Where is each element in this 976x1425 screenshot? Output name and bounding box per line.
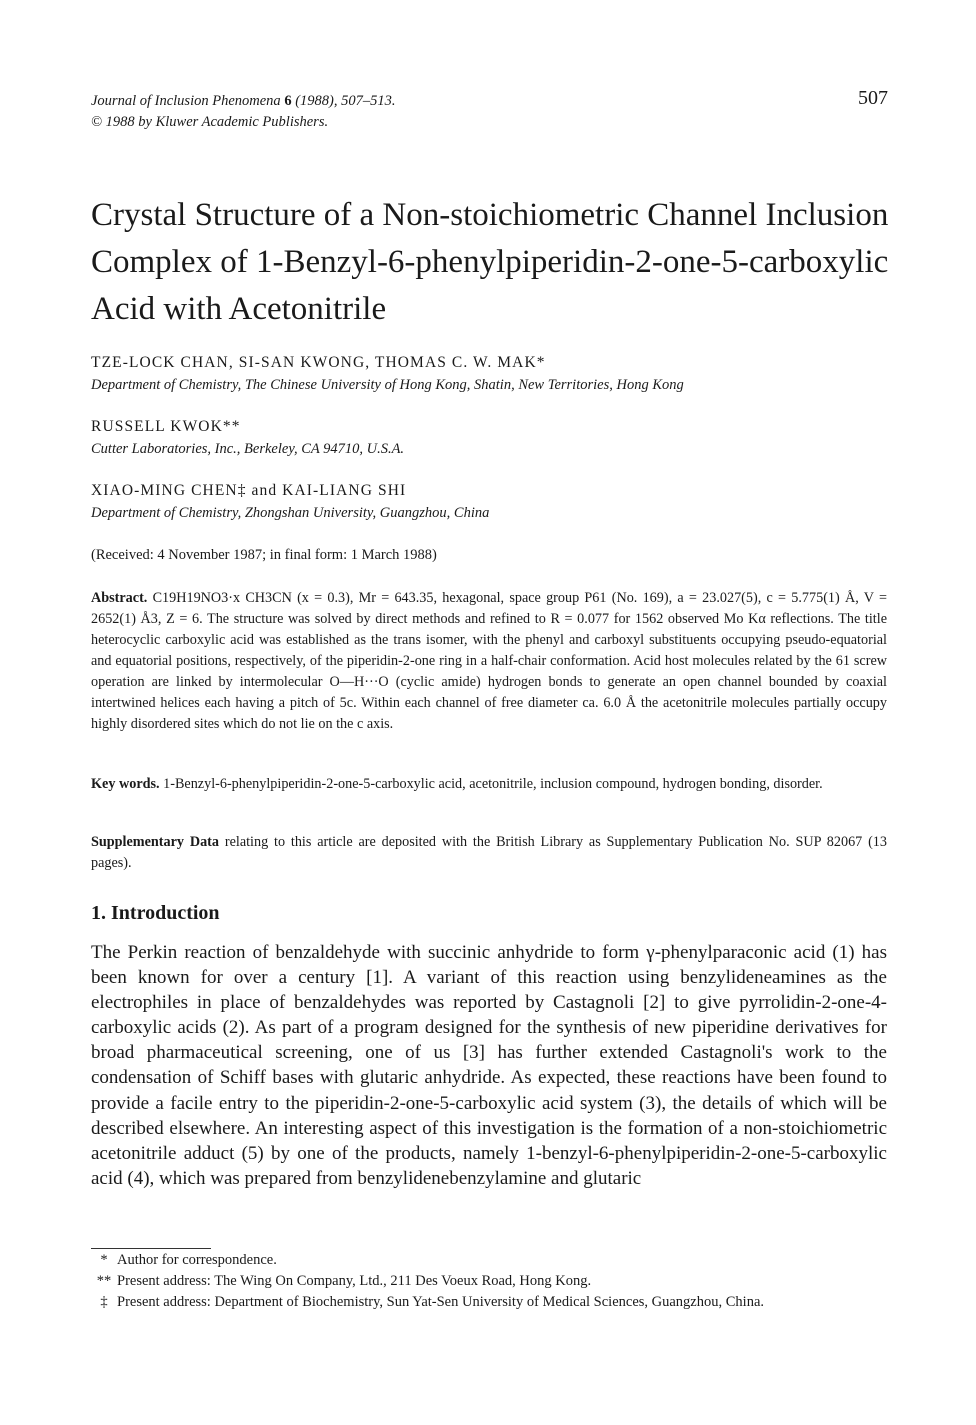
- abstract-text: C19H19NO3·x CH3CN (x = 0.3), Mr = 643.35, hexagonal, space group P61 (No. 169), a = 23.027(5), c = 5.775(1) Å, V = 2652(1) Å3, Z = 6. The structure was solved by direct methods and refined to R = 0.077 for 1562 observed Mo Kα reflections. The title heterocyclic carboxylic acid was established as the trans isomer, with the phenyl and carboxyl substituents occupying pseudo-equatorial and equatorial positions, respectively, of the piperidin-2-one ring in a half-chair conformation. Acid host molecules related by the 61 screw operation are linked by intermolecular O—H···O (cyclic amide) hydrogen bonds to generate an open channel bounded by coaxial intertwined helices each having a pitch of 5c. Within each channel of free diameter ca. 6.0 Å the acetonitrile molecules partially occupy highly disordered sites which do not lie on the c axis.: [91, 590, 888, 732]
- copyright-line: © 1988 by Kluwer Academic Publishers.: [91, 114, 329, 130]
- footnote: [91, 1271, 887, 1292]
- journal-citation: [91, 91, 395, 133]
- journal-name: Journal of Inclusion Phenomena: [91, 93, 281, 109]
- footnote-mark: *: [100, 1252, 108, 1268]
- page-number: 507: [858, 87, 888, 109]
- author-affiliation-2: Cutter Laboratories, Inc., Berkeley, CA 94710, U.S.A.: [91, 441, 405, 457]
- footnote-text: Present address: The Wing On Company, Ltd., 211 Des Voeux Road, Hong Kong.: [117, 1273, 592, 1289]
- journal-year-pages: (1988), 507–513.: [295, 93, 396, 109]
- footnotes: [91, 1250, 887, 1313]
- author-affiliation-3: Department of Chemistry, Zhongshan University, Guangzhou, China: [91, 505, 490, 521]
- supplementary-label: Supplementary Data: [91, 834, 220, 850]
- footnote-mark: **: [96, 1273, 112, 1289]
- footnote-mark: ‡: [100, 1294, 108, 1310]
- body-paragraph: The Perkin reaction of benzaldehyde with succinic anhydride to form γ-phenylparaconic acid (1) has been known for over a century [1]. A variant of this reaction using benzylideneamines as the electrophiles in place of benzaldehydes was reported by Castagnoli [2] to give pyrrolidin-2-one-4-carboxylic acids (2). As part of a program designed for the synthesis of new piperidine derivatives for broad pharmaceutical screening, one of us [3] has further extended Castagnoli's work to the condensation of Schiff bases with glutaric anhydride. As expected, these reactions have been found to provide a facile entry to the piperidin-2-one-5-carboxylic acid system (3), the details of which will be described elsewhere. An interesting aspect of this investigation is the formation of a non-stoichiometric acetonitrile adduct (5) by one of the products, namely 1-benzyl-6-phenylpiperidin-2-one-5-carboxylic acid (4), which was prepared from benzylidenebenzylamine and glutaric: [91, 942, 887, 1189]
- abstract: [91, 588, 887, 735]
- footnote-text: Present address: Department of Biochemistry, Sun Yat-Sen University of Medical Sciences, Guangzhou, China.: [117, 1294, 765, 1310]
- section-heading: 1. Introduction: [91, 902, 220, 924]
- footnote: [91, 1250, 887, 1271]
- author-affiliation-1: Department of Chemistry, The Chinese University of Hong Kong, Shatin, New Territories, Hong Kong: [91, 377, 684, 393]
- footnote: [91, 1292, 887, 1313]
- supplementary-text: relating to this article are deposited with the British Library as Supplementary Publication No. SUP 82067 (13 pages).: [91, 834, 887, 871]
- supplementary-data: [91, 832, 887, 874]
- journal-volume: 6: [284, 93, 292, 109]
- footnote-rule: [91, 1248, 211, 1249]
- author-names-3: XIAO-MING CHEN‡ and KAI-LIANG SHI: [91, 482, 407, 499]
- paper-title: Crystal Structure of a Non-stoichiometric Channel Inclusion Complex of 1-Benzyl-6-phenylpiperidin-2-one-5-carboxylic Acid with Acetonitrile: [91, 197, 889, 327]
- footnote-text: Author for correspondence.: [117, 1252, 277, 1268]
- abstract-label: Abstract.: [91, 590, 148, 606]
- keywords: [91, 774, 887, 795]
- journal-line: [91, 91, 395, 112]
- keywords-text: 1-Benzyl-6-phenylpiperidin-2-one-5-carboxylic acid, acetonitrile, inclusion compound, hydrogen bonding, disorder.: [163, 776, 823, 792]
- received-dates: (Received: 4 November 1987; in final form: 1 March 1988): [91, 547, 437, 563]
- keywords-label: Key words.: [91, 776, 160, 792]
- author-names-2: RUSSELL KWOK**: [91, 418, 241, 435]
- author-names-1: TZE-LOCK CHAN, SI-SAN KWONG, THOMAS C. W. MAK*: [91, 354, 546, 371]
